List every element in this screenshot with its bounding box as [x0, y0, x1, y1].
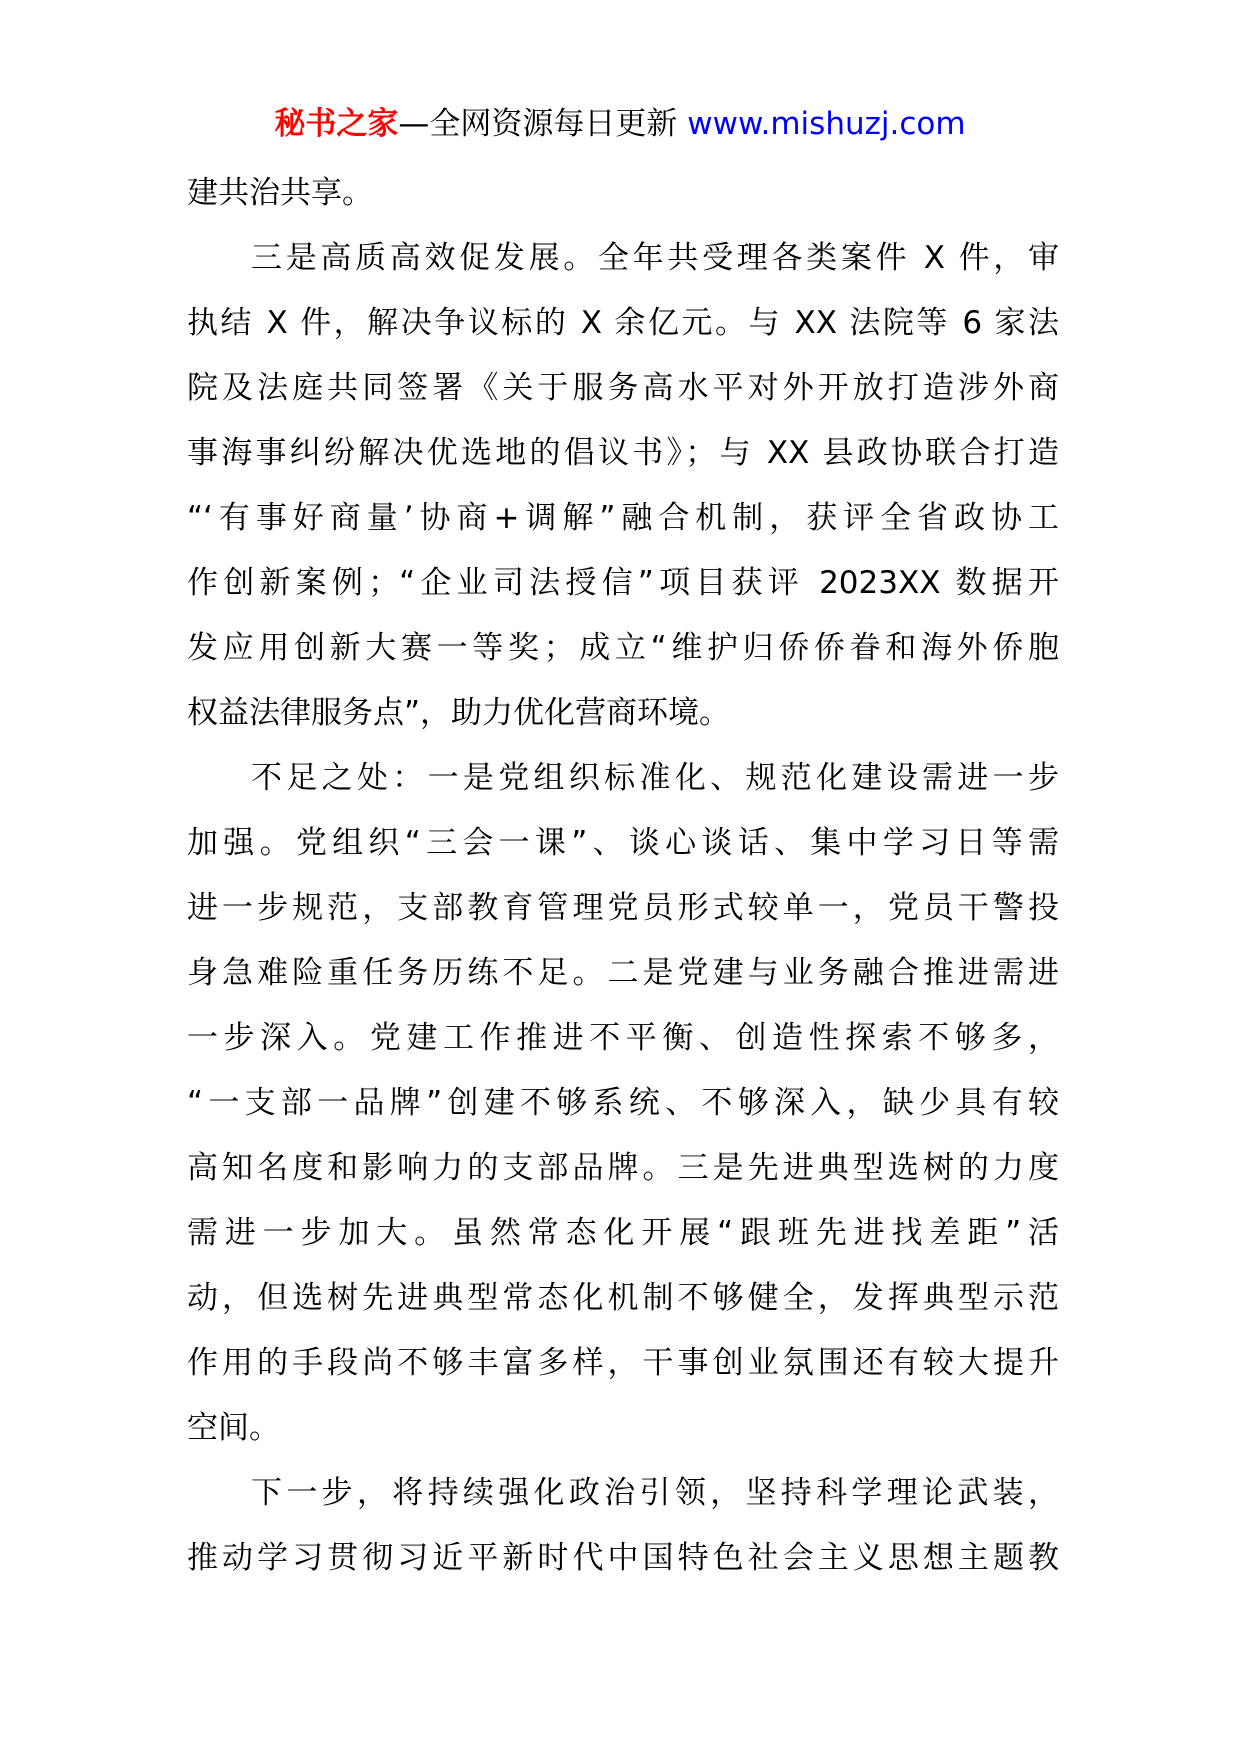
- text-line-content: 下一步，将持续强化政治引领，坚持科学理论武装，: [251, 1475, 1059, 1511]
- text-line-content: 作创新案例；“企业司法授信”项目获评 2023XX 数据开: [187, 565, 1059, 601]
- text-line: [187, 811, 1059, 876]
- text-line-content: 推动学习贯彻习近平新时代中国特色社会主义思想主题教: [187, 1540, 1059, 1576]
- text-line: [187, 941, 1059, 1006]
- text-line: [187, 876, 1059, 941]
- text-line: [187, 161, 1059, 226]
- text-line: [187, 681, 1059, 746]
- text-line-content: 发应用创新大赛一等奖；成立“维护归侨侨眷和海外侨胞: [187, 630, 1059, 666]
- text-line: [187, 1071, 1059, 1136]
- text-line: [187, 356, 1059, 421]
- text-line-content: 需进一步加大。虽然常态化开展“跟班先进找差距”活: [187, 1215, 1059, 1251]
- text-line-content: 加强。党组织“三会一课”、谈心谈话、集中学习日等需: [187, 825, 1059, 861]
- text-line: [187, 291, 1059, 356]
- text-line: [187, 421, 1059, 486]
- text-line-content: 空间。: [187, 1410, 280, 1446]
- text-line: [187, 551, 1059, 616]
- text-line-content: 不足之处：一是党组织标准化、规范化建设需进一步: [251, 760, 1059, 796]
- brand-name: 秘书之家: [274, 106, 399, 142]
- text-line-content: 作用的手段尚不够丰富多样，干事创业氛围还有较大提升: [187, 1345, 1059, 1381]
- text-line: [187, 1266, 1059, 1331]
- header-tagline: —全网资源每日更新: [398, 106, 678, 142]
- text-line: [187, 1136, 1059, 1201]
- text-line-content: 一步深入。党建工作推进不平衡、创造性探索不够多，: [187, 1020, 1059, 1056]
- text-line-content: 执结 X 件，解决争议标的 X 余亿元。与 XX 法院等 6 家法: [187, 305, 1059, 341]
- text-line-content: “一支部一品牌”创建不够系统、不够深入，缺少具有较: [187, 1085, 1059, 1121]
- text-line: [187, 486, 1059, 551]
- text-line-content: 建共治共享。: [187, 175, 373, 211]
- text-line-content: 院及法庭共同签署《关于服务高水平对外开放打造涉外商: [187, 370, 1059, 406]
- text-line: [187, 1396, 1059, 1461]
- text-line-content: 动，但选树先进典型常态化机制不够健全，发挥典型示范: [187, 1280, 1059, 1316]
- text-line-content: 身急难险重任务历练不足。二是党建与业务融合推进需进: [187, 955, 1059, 991]
- text-line-content: 事海事纠纷解决优选地的倡议书》；与 XX 县政协联合打造: [187, 435, 1059, 471]
- text-line: [187, 746, 1059, 811]
- text-line: [187, 1006, 1059, 1071]
- document-body: [187, 161, 1059, 1591]
- site-url-link[interactable]: www.mishuzj.com: [687, 106, 966, 142]
- page-header: [0, 102, 1240, 146]
- text-line-content: “‘有事好商量’协商+调解”融合机制，获评全省政协工: [187, 500, 1059, 536]
- text-line: [187, 1526, 1059, 1591]
- text-line-content: 进一步规范，支部教育管理党员形式较单一，党员干警投: [187, 890, 1059, 926]
- text-line: [187, 1331, 1059, 1396]
- text-line: [187, 616, 1059, 681]
- text-line: [187, 1201, 1059, 1266]
- text-line-content: 权益法律服务点”，助力优化营商环境。: [187, 695, 731, 731]
- text-line: [187, 1461, 1059, 1526]
- text-line-content: 三是高质高效促发展。全年共受理各类案件 X 件，审: [251, 240, 1059, 276]
- text-line: [187, 226, 1059, 291]
- text-line-content: 高知名度和影响力的支部品牌。三是先进典型选树的力度: [187, 1150, 1059, 1186]
